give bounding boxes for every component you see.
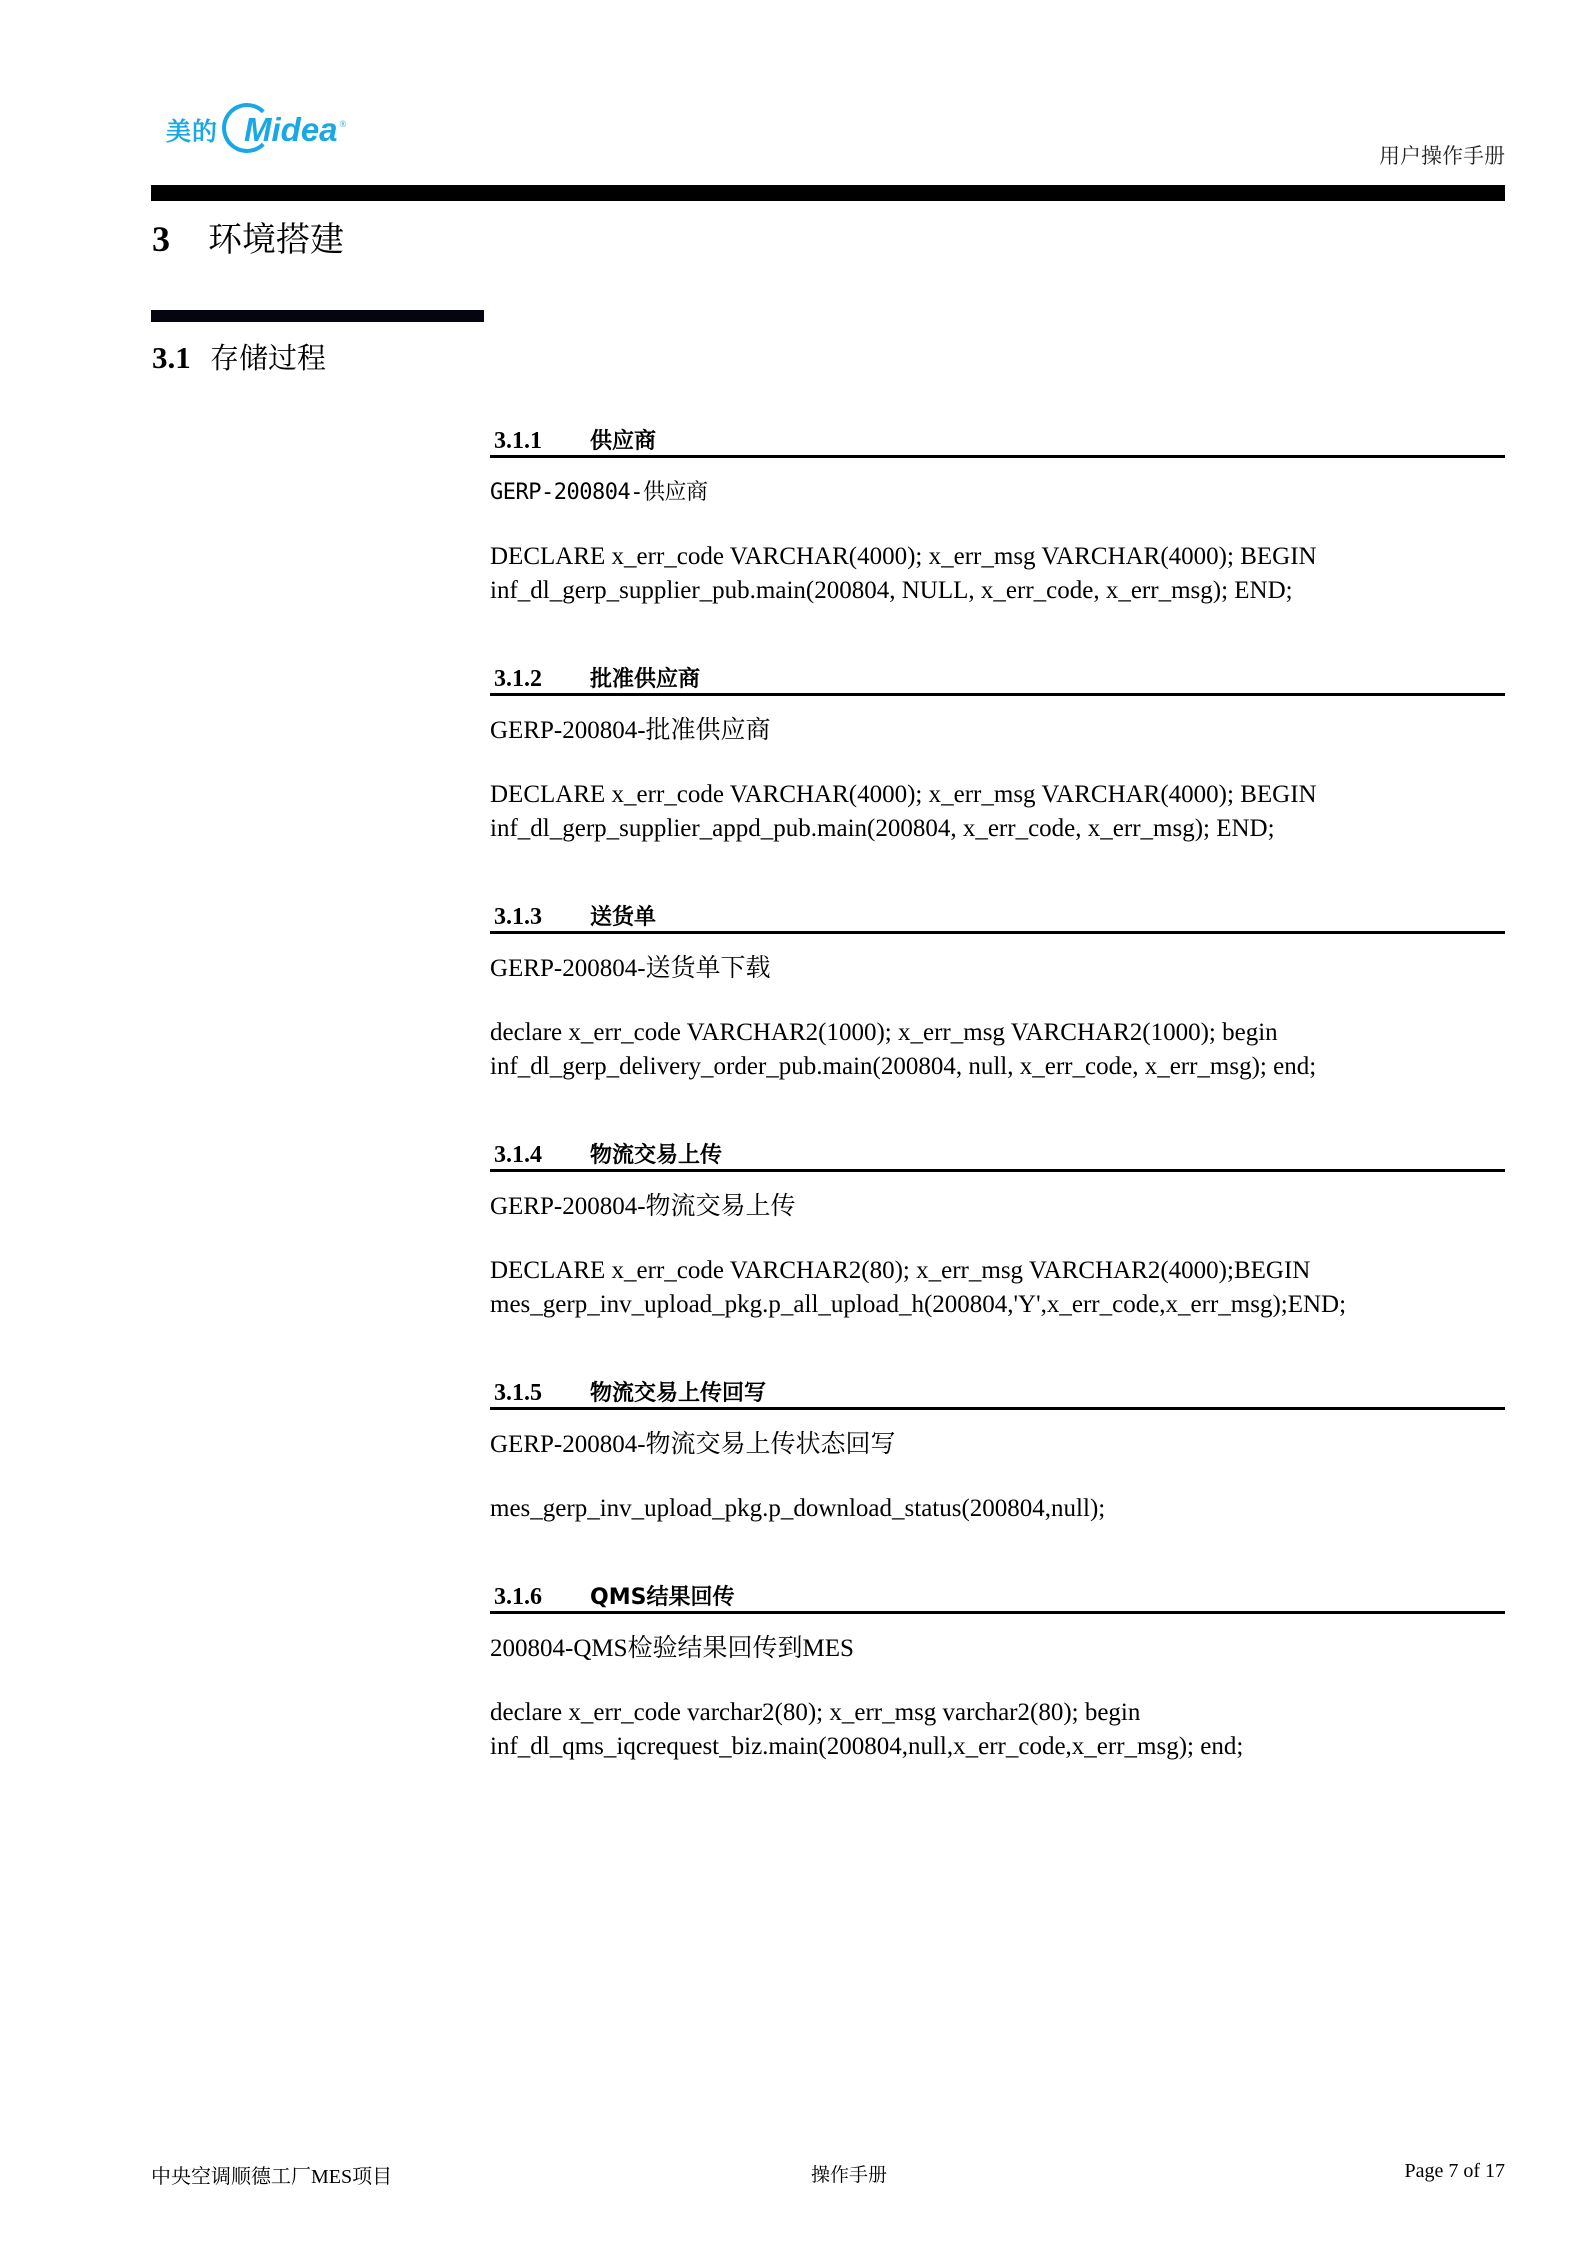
- logo-swoosh-icon: [222, 103, 272, 153]
- code-line: declare x_err_code VARCHAR2(1000); x_err_msg VARCHAR2(1000); begin: [490, 1019, 1278, 1046]
- procedure-code: [490, 1492, 1505, 1526]
- procedure-name: 200804-QMS检验结果回传到MES: [490, 1635, 854, 1662]
- subsection-number: 3.1.1: [494, 428, 542, 454]
- code-line: declare x_err_code varchar2(80); x_err_msg varchar2(80); begin: [490, 1699, 1141, 1726]
- code-line: mes_gerp_inv_upload_pkg.p_all_upload_h(200804,'Y',x_err_code,x_err_msg);END;: [490, 1291, 1347, 1318]
- code-line: DECLARE x_err_code VARCHAR2(80); x_err_msg VARCHAR2(4000);BEGIN: [490, 1257, 1311, 1284]
- subsection-title: 批准供应商: [590, 667, 701, 692]
- procedure-code: [490, 778, 1505, 846]
- procedure-name: GERP-200804-送货单下载: [490, 955, 771, 982]
- subsection-number: 3.1.6: [494, 1584, 542, 1610]
- subsection-title: 供应商: [590, 429, 657, 454]
- subsection-title: QMS结果回传: [590, 1585, 735, 1610]
- subsection-heading: [490, 662, 1505, 696]
- subsection-supplier: [490, 424, 1505, 662]
- footer-project-name: 中央空调顺德工厂MES项目: [151, 2166, 393, 2188]
- code-line: inf_dl_qms_iqcrequest_biz.main(200804,null,x_err_code,x_err_msg); end;: [490, 1733, 1244, 1760]
- procedure-code: [490, 1696, 1505, 1764]
- midea-logo: [166, 100, 346, 160]
- chapter-heading: [152, 212, 344, 261]
- chapter-title: 环境搭建: [208, 220, 344, 260]
- subsection-heading: [490, 1138, 1505, 1172]
- section-number: 3.1: [152, 340, 191, 375]
- subsections-content: [490, 424, 1505, 1800]
- subsection-approved-supplier: [490, 662, 1505, 900]
- procedure-name: GERP-200804-物流交易上传状态回写: [490, 1431, 896, 1458]
- footer-doc-type: 操作手册: [811, 2164, 888, 2186]
- subsection-heading: [490, 1376, 1505, 1410]
- subsection-heading: [490, 424, 1505, 458]
- code-line: inf_dl_gerp_supplier_pub.main(200804, NULL, x_err_code, x_err_msg); END;: [490, 577, 1293, 604]
- subsection-title: 物流交易上传回写: [590, 1381, 767, 1406]
- section-title: 存储过程: [210, 341, 327, 375]
- document-type-header: 用户操作手册: [1379, 144, 1505, 168]
- procedure-name: GERP-200804-批准供应商: [490, 717, 771, 744]
- section-rule: [151, 310, 484, 322]
- subsection-number: 3.1.5: [494, 1380, 542, 1406]
- logo-mark: [226, 111, 346, 149]
- subsection-qms-result: [490, 1580, 1505, 1800]
- page-footer: [151, 2160, 1505, 2190]
- logo-chinese-text: 美的: [166, 117, 219, 146]
- logo-english-text: Midea: [244, 111, 338, 148]
- subsection-logistics-upload: [490, 1138, 1505, 1376]
- procedure-code: [490, 1016, 1505, 1084]
- code-line: inf_dl_gerp_delivery_order_pub.main(200804, null, x_err_code, x_err_msg); end;: [490, 1053, 1317, 1080]
- header-rule: [151, 185, 1505, 201]
- procedure-code: [490, 1254, 1505, 1322]
- procedure-name: GERP-200804-物流交易上传: [490, 1193, 796, 1220]
- section-heading: [152, 336, 326, 377]
- procedure-name: GERP-200804-供应商: [490, 480, 708, 505]
- subsection-title: 送货单: [590, 905, 657, 930]
- subsection-delivery-order: [490, 900, 1505, 1138]
- code-line: DECLARE x_err_code VARCHAR(4000); x_err_msg VARCHAR(4000); BEGIN: [490, 781, 1317, 808]
- subsection-number: 3.1.4: [494, 1142, 542, 1168]
- subsection-heading: [490, 1580, 1505, 1614]
- chapter-number: 3: [152, 219, 170, 259]
- code-line: mes_gerp_inv_upload_pkg.p_download_status(200804,null);: [490, 1495, 1106, 1522]
- subsection-logistics-upload-writeback: [490, 1376, 1505, 1580]
- subsection-number: 3.1.3: [494, 904, 542, 930]
- footer-page-number: Page 7 of 17: [1404, 2160, 1505, 2182]
- subsection-number: 3.1.2: [494, 666, 542, 692]
- subsection-heading: [490, 900, 1505, 934]
- registered-mark: ®: [339, 119, 347, 129]
- procedure-code: [490, 540, 1505, 608]
- code-line: DECLARE x_err_code VARCHAR(4000); x_err_msg VARCHAR(4000); BEGIN: [490, 543, 1317, 570]
- subsection-title: 物流交易上传: [590, 1143, 723, 1168]
- code-line: inf_dl_gerp_supplier_appd_pub.main(200804, x_err_code, x_err_msg); END;: [490, 815, 1275, 842]
